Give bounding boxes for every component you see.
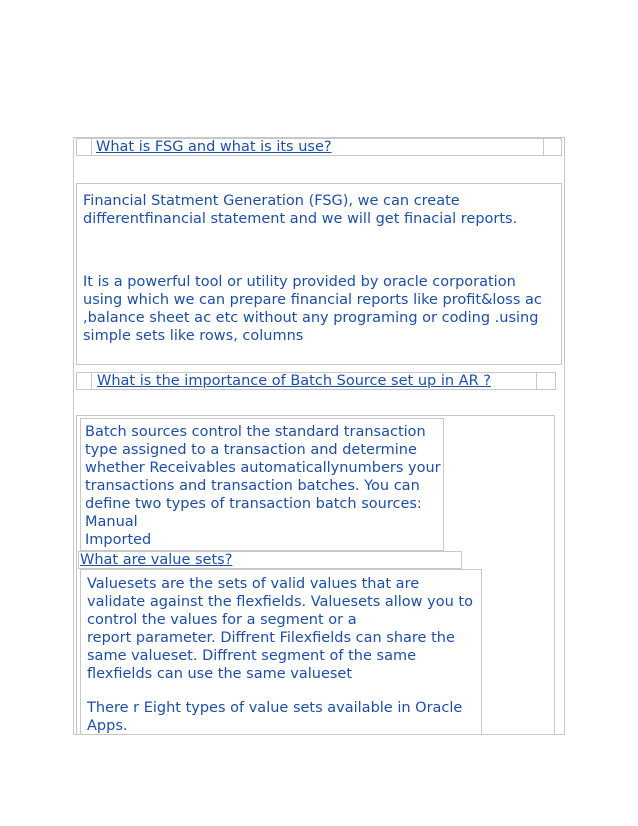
q3-answer-paragraph-2: There r Eight types of value sets available in Oracle Apps. bbox=[87, 700, 463, 734]
q1-answer-paragraph-2: It is a powerful tool or utility provided by oracle corporation using which we can prepare financial reports like profit&loss ac ,balance sheet ac etc without any programing or coding .using simple sets like rows, columns bbox=[83, 274, 542, 344]
q3-answer-paragraph-1: Valuesets are the sets of valid values that are validate against the flexfields. Valuesets allow you to control the values for a segment or a report parameter. Diffrent Filexfields can share the same valueset. Diffrent segment of the same flexfields can use the same valueset bbox=[87, 576, 473, 682]
q1-question-link[interactable]: What is FSG and what is its use? bbox=[96, 139, 332, 155]
q3-question-link[interactable]: What are value sets? bbox=[80, 552, 233, 568]
q1-header-cell-left bbox=[76, 138, 92, 156]
q2-question-link[interactable]: What is the importance of Batch Source set up in AR ? bbox=[97, 373, 491, 389]
q1-answer-paragraph-1: Financial Statment Generation (FSG), we can create differentfinancial statement and we will get finacial reports. bbox=[83, 193, 518, 227]
q1-header-cell-right bbox=[543, 138, 562, 156]
q2-header-cell-left bbox=[76, 372, 92, 390]
q2-header-cell-right bbox=[536, 372, 556, 390]
q2-answer-text: Batch sources control the standard transaction type assigned to a transaction and determine whether Receivables automaticallynumbers your transactions and transaction batches. You can define two types of transaction batch sources: Manual Imported bbox=[85, 424, 441, 548]
